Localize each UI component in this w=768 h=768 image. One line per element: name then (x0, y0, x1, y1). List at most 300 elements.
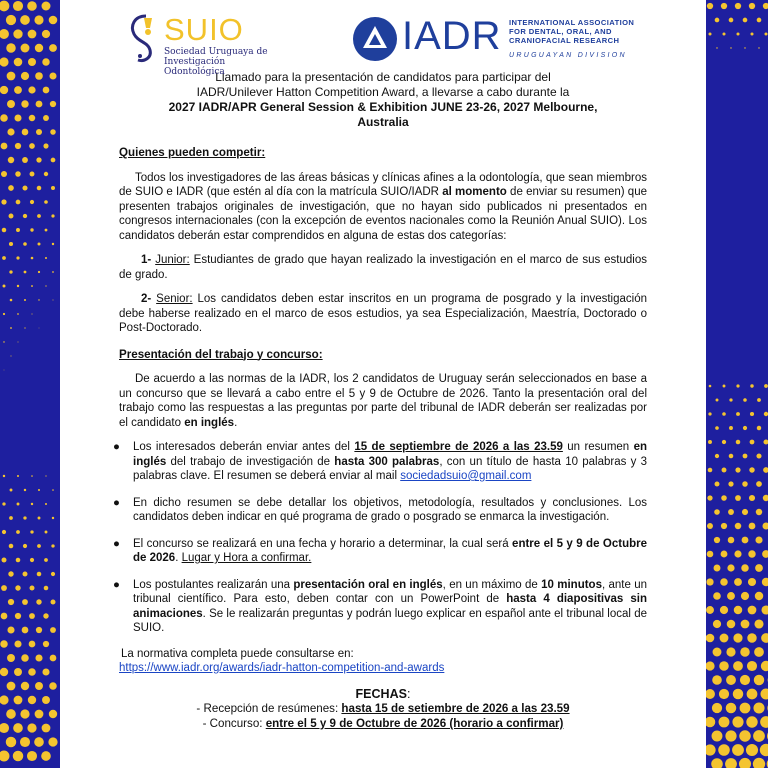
decorative-dot (3, 341, 4, 342)
decorative-dot (22, 627, 29, 634)
decorative-dot (736, 412, 740, 416)
decorative-dot (50, 101, 56, 107)
decorative-dot (20, 737, 30, 747)
decorative-dot (6, 43, 16, 53)
decorative-dot (712, 703, 722, 713)
presentation-heading: Presentación del trabajo y concurso: (119, 347, 323, 361)
decorative-dot (764, 412, 768, 416)
decorative-dot (6, 709, 16, 719)
list-item (113, 496, 647, 525)
decorative-dot (9, 516, 13, 520)
decorative-dot (31, 503, 33, 505)
decorative-dot (743, 398, 747, 402)
decorative-dot (9, 544, 14, 549)
bullet-icon: ● (113, 441, 120, 453)
decorative-dot (728, 481, 733, 486)
decorative-dot (22, 129, 29, 136)
decorative-dot (34, 737, 44, 747)
decorative-dot (753, 758, 765, 768)
decorative-dot (31, 257, 34, 260)
decorative-dot (721, 523, 727, 529)
decorative-dot (23, 516, 26, 519)
decorative-dot (750, 32, 753, 35)
decorative-dot (20, 709, 29, 718)
decorative-dot (35, 654, 42, 661)
iadr-division: URUGUAYAN DIVISION (509, 52, 627, 59)
iadr-org-line: FOR DENTAL, ORAL, AND (509, 27, 612, 36)
decorative-dot (23, 242, 27, 246)
text-run: Los interesados deberán enviar antes del (133, 441, 355, 453)
text-run: 10 minutos (541, 578, 602, 591)
decorative-dot (8, 599, 14, 605)
category-number: 1- (141, 254, 152, 266)
decorative-dot (0, 114, 8, 122)
decorative-dot (735, 523, 742, 530)
decorative-dot (30, 228, 33, 231)
decorative-dot (763, 3, 768, 9)
decorative-dot (14, 86, 22, 94)
decorative-dot (35, 72, 43, 80)
decorative-dot (726, 703, 737, 714)
decorative-dot (718, 744, 730, 756)
decorative-dot (17, 475, 19, 477)
decorative-dot (754, 647, 764, 657)
decorative-dot (736, 440, 741, 445)
decorative-dot (49, 44, 57, 52)
decorative-dot (49, 710, 57, 718)
decorative-dot (31, 285, 33, 287)
decorative-dot (756, 481, 762, 487)
decorative-dot (2, 228, 7, 233)
date-label: - Concurso: (202, 717, 266, 730)
decorative-dot (9, 270, 12, 273)
decorative-dot (733, 689, 743, 699)
text-run: , en un máximo de (442, 578, 542, 591)
decorative-dot (38, 299, 39, 300)
decorative-dot (0, 86, 8, 94)
decorative-dot (757, 398, 761, 402)
decorative-dot (2, 530, 6, 534)
decorative-dot (719, 689, 729, 699)
decorative-dot (1, 585, 7, 591)
decorative-dot (4, 370, 5, 371)
decorative-dot (24, 271, 27, 274)
decorative-dot (1, 171, 7, 177)
decorative-dot (15, 613, 21, 619)
decorative-dot (757, 426, 761, 430)
decorative-dot (714, 565, 721, 572)
text-run: En dicho resumen se debe detallar los objetivos, metodología, resultados y conclusiones. Los candidatos deben indicar en qué programa de grado o posgrado se enmarca la investigación. (133, 496, 647, 523)
decorative-dot (45, 257, 47, 259)
decorative-dot (38, 517, 41, 520)
text-run: del trabajo de investigación de (166, 455, 335, 468)
decorative-dot (729, 398, 732, 401)
decorative-dot (53, 300, 54, 301)
bullet-icon: ● (113, 578, 120, 591)
decorative-dot (0, 640, 8, 648)
text-run: en inglés (133, 441, 648, 468)
decorative-dot (706, 689, 715, 699)
category-label: Junior: (155, 254, 190, 266)
decorative-dot (741, 564, 749, 572)
decorative-dot (727, 620, 736, 629)
decorative-dot (758, 47, 759, 48)
decorative-dot (52, 517, 54, 519)
text-run: . (175, 552, 182, 564)
decorative-dot (37, 572, 42, 577)
decorative-dot (743, 18, 748, 23)
decorative-dot (721, 495, 727, 501)
decorative-dot (21, 682, 29, 690)
decorative-dot (21, 72, 29, 80)
decorative-dot (741, 592, 749, 600)
decorative-dot (29, 613, 35, 619)
decorative-dot (29, 641, 36, 648)
decorative-dot (747, 633, 756, 642)
decorative-dot (740, 703, 751, 714)
decorative-dot (734, 606, 743, 615)
decorative-dot (31, 313, 32, 314)
decorative-dot (735, 467, 740, 472)
decorative-dot (725, 730, 736, 741)
decorative-dot (13, 751, 24, 762)
suio-subtitle (164, 47, 274, 77)
iadr-logo (352, 16, 642, 66)
text-run: . Se le realizarán preguntas y podrán luego explicar en español ante el tribunal local de SUIO. (133, 607, 647, 634)
decorative-dot (739, 730, 750, 741)
decorative-dot (49, 16, 58, 25)
decorative-dot (10, 489, 13, 492)
decorative-dot (749, 495, 755, 501)
decorative-dot (715, 426, 719, 430)
decorative-dot (38, 271, 40, 273)
decorative-dot (708, 440, 712, 444)
decorative-dot (750, 440, 755, 445)
decorative-dot (763, 439, 768, 444)
decorative-dot (36, 157, 41, 162)
presentation-paragraph (119, 372, 647, 430)
decorative-dot (722, 468, 727, 473)
decorative-dot (0, 751, 9, 762)
decorative-dot (713, 592, 721, 600)
decorative-dot (45, 229, 48, 232)
text-run: hasta 300 palabras (334, 455, 440, 468)
decorative-dot (51, 214, 54, 217)
decorative-dot (29, 115, 35, 121)
decorative-dot (44, 586, 49, 591)
decorative-dot (706, 661, 715, 670)
decorative-dot (708, 32, 711, 35)
decorative-dot (8, 185, 14, 191)
decorative-dot (14, 640, 21, 647)
decorative-dot (7, 72, 16, 81)
decorative-dot (707, 523, 713, 529)
decorative-dot (707, 495, 712, 500)
decorative-dot (7, 100, 15, 108)
decorative-dot (753, 730, 765, 742)
decorative-dot (712, 675, 722, 685)
decorative-dot (714, 509, 720, 515)
date-label: - Recepción de resúmenes: (196, 702, 342, 715)
decorative-dot (51, 600, 56, 605)
decorative-dot (52, 271, 54, 273)
decorative-dot (720, 606, 728, 614)
decorative-dot (17, 503, 20, 506)
text-run: Los candidatos deben estar inscritos en un programa de posgrado y la investigación debe haberse realizado en el marco de esos estudios, ya sea Especialización, Maestría, Doctorado o Post-Doctorado. (119, 293, 648, 334)
decorative-dot (750, 412, 754, 416)
fechas-heading (119, 687, 647, 702)
top-dot-pattern (706, 0, 768, 60)
decorative-dot (727, 592, 735, 600)
normativa-link[interactable]: https://www.iadr.org/awards/iadr-hatton-competition-and-awards (119, 662, 445, 674)
decorative-dot (755, 536, 762, 543)
decorative-dot (748, 550, 755, 557)
decorative-dot (708, 412, 711, 415)
decorative-dot (730, 47, 731, 48)
decorative-dot (29, 143, 35, 149)
decorative-dot (706, 634, 714, 643)
decorative-dot (27, 723, 36, 732)
decorative-dot (742, 537, 749, 544)
decorative-dot (732, 744, 744, 756)
decorative-dot (50, 627, 56, 633)
decorative-dot (2, 558, 7, 563)
decorative-dot (729, 18, 734, 23)
decorative-dot (28, 668, 36, 676)
decorative-dot (729, 426, 733, 430)
text-run: presentación oral en inglés (293, 578, 443, 591)
decorative-dot (45, 475, 46, 476)
decorative-dot (720, 578, 728, 586)
decorative-dot (721, 551, 728, 558)
decorative-dot (44, 200, 48, 204)
decorative-dot (706, 606, 714, 614)
decorative-dot (51, 158, 56, 163)
decorative-dot (744, 47, 745, 48)
decorative-dot (719, 717, 730, 728)
decorative-dot (761, 633, 768, 643)
decorative-dot (43, 87, 50, 94)
intro-line: IADR/Unilever Hatton Competition Award, a llevarse a cabo durante la (196, 85, 570, 99)
decorative-dot (711, 758, 723, 768)
decorative-dot (755, 564, 763, 572)
decorative-dot (42, 58, 49, 65)
decorative-dot (712, 731, 723, 742)
decorative-dot (24, 489, 26, 491)
decorative-dot (714, 537, 720, 543)
decorative-dot (707, 551, 714, 558)
decorative-dot (706, 578, 713, 585)
decorative-dot (721, 3, 727, 9)
text-run: entre el 5 y 9 de Octubre de 2026 (133, 537, 647, 564)
decorative-dot (51, 572, 55, 576)
decorative-dot (747, 661, 757, 671)
decorative-dot (743, 454, 748, 459)
decorative-dot (52, 489, 54, 491)
decorative-dot (21, 100, 28, 107)
left-decorative-band (0, 0, 60, 768)
suio-mark-icon (126, 10, 166, 64)
decorative-dot (736, 32, 739, 35)
decorative-dot (715, 454, 719, 458)
decorative-dot (715, 18, 720, 23)
decorative-dot (757, 18, 762, 23)
decorative-dot (37, 214, 41, 218)
decorative-dot (764, 384, 768, 388)
decorative-dot (48, 737, 57, 746)
decorative-dot (16, 256, 19, 259)
decorative-dot (0, 1, 9, 12)
email-link[interactable]: sociedadsuio@gmail.com (400, 470, 532, 482)
decorative-dot (733, 633, 742, 642)
event-title: 2027 IADR/APR General Session & Exhibition JUNE 23-26, 2027 Melbourne, (168, 100, 598, 114)
decorative-dot (748, 578, 756, 586)
text-run: , con un título de hasta 10 palabras y 3 palabras clave. El resumen se deberá enviar al mail (133, 455, 647, 482)
decorative-dot (749, 467, 754, 472)
decorative-dot (7, 128, 14, 135)
text-run: Estudiantes de grado que hayan realizado la investigación en el marco de sus estudios de grado. (119, 254, 647, 281)
suio-subtitle-line: Investigación Odontológica (164, 57, 226, 77)
decorative-dot (24, 299, 26, 301)
intro-line: Llamado para la presentación de candidatos para participar del (215, 70, 551, 84)
category-junior (119, 253, 647, 282)
bullet-icon: ● (113, 496, 120, 509)
list-item (113, 440, 648, 484)
right-decorative-band (706, 0, 768, 768)
eligibility-heading: Quienes pueden competir: (119, 146, 266, 159)
decorative-dot (16, 558, 21, 563)
category-label: Senior: (156, 293, 193, 305)
decorative-dot (23, 544, 27, 548)
decorative-dot (38, 243, 41, 246)
decorative-dot (3, 313, 5, 315)
decorative-dot (10, 355, 11, 356)
decorative-dot (22, 599, 28, 605)
text-run: . (234, 416, 238, 429)
decorative-dot (52, 243, 54, 245)
text-run: De acuerdo a las normas de la IADR, los 2 candidatos de Uruguay serán seleccionados en base a un concurso que se llevará a cabo entre el 5 y 9 de Octubre de 2026. Tanto la presentación oral del trabajo como las respuestas a las preguntas por parte del tribunal de IADR deberán ser realizadas por el candidato (119, 373, 647, 429)
decorative-dot (725, 758, 737, 768)
deadline: 15 de septiembre de 2026 a las 23.59 (354, 441, 563, 453)
decorative-dot (722, 412, 726, 416)
category-senior (119, 292, 647, 336)
decorative-dot (760, 688, 768, 699)
iadr-wordmark: IADR (402, 14, 502, 58)
text-run: Todos los investigadores de las áreas básicas y clínicas afines a la odontología, que sean miembros de SUIO e IADR (que estén al día con la matrícula SUIO/IADR (119, 171, 647, 198)
decorative-dot (726, 675, 736, 685)
decorative-dot (732, 716, 743, 727)
decorative-dot (43, 613, 48, 618)
decorative-dot (763, 495, 768, 501)
decorative-dot (0, 723, 9, 733)
decorative-dot (49, 72, 56, 79)
decorative-dot (14, 668, 22, 676)
suio-wordmark: SUIO (164, 12, 244, 47)
decorative-dot (7, 626, 14, 633)
decorative-dot (45, 531, 48, 534)
decorative-dot (21, 654, 29, 662)
decorative-dot (36, 599, 41, 604)
decorative-dot (722, 32, 725, 35)
decorative-dot (36, 101, 43, 108)
decorative-dot (9, 242, 13, 246)
text-run: , ante un tribunal científico. Para esto, deben contar con un PowerPoint de (133, 578, 648, 605)
decorative-dot (2, 502, 5, 505)
decorative-dot (14, 114, 21, 121)
decorative-dot (10, 327, 12, 329)
text-run: un resumen (562, 441, 634, 453)
decorative-dot (762, 550, 768, 558)
announcement-intro (100, 70, 666, 130)
decorative-dot (749, 523, 756, 530)
decorative-dot (753, 702, 764, 713)
decorative-dot (762, 578, 768, 586)
decorative-dot (1, 613, 8, 620)
decorative-dot (42, 30, 50, 38)
decorative-dot (7, 682, 16, 691)
text-run: hasta 4 diapositivas sin animaciones (133, 593, 648, 620)
text-run: al momento (442, 186, 507, 198)
decorative-dot (708, 468, 713, 473)
decorative-dot (6, 737, 17, 748)
decorative-dot (756, 453, 761, 458)
decorative-dot (18, 342, 19, 343)
decorative-dot (23, 214, 27, 218)
text-run: en inglés (184, 416, 235, 429)
decorative-dot (1, 199, 6, 204)
decorative-dot (23, 572, 28, 577)
decorative-dot (15, 143, 21, 149)
decorative-dot (716, 47, 717, 48)
text-run: Lugar y Hora a confirmar. (181, 552, 312, 564)
decorative-dot (746, 716, 757, 727)
decorative-dot (760, 744, 768, 756)
decorative-dot (27, 1, 37, 11)
decorative-dot (13, 723, 23, 733)
decorative-dot (41, 751, 51, 761)
decorative-dot (740, 647, 749, 656)
decorative-dot (20, 15, 30, 25)
document-body (60, 146, 706, 731)
decorative-dot (15, 585, 20, 590)
date-value: hasta 15 de setiembre de 2026 a las 23.59 (341, 702, 570, 715)
decorative-dot (722, 440, 726, 444)
fechas-row (119, 716, 647, 731)
decorative-dot (741, 620, 750, 629)
decorative-dot (28, 30, 37, 39)
list-item (113, 578, 648, 636)
decorative-dot (707, 3, 713, 9)
decorative-dot (16, 530, 20, 534)
text-run: El concurso se realizará en una fecha y horario a determinar, la cual será (133, 537, 513, 550)
decorative-dot (756, 509, 762, 515)
decorative-dot (35, 682, 43, 690)
event-location: Australia (357, 115, 409, 129)
decorative-dot (0, 57, 9, 66)
iadr-org-name (509, 18, 649, 45)
decorative-dot (747, 689, 758, 700)
decorative-dot (35, 44, 43, 52)
decorative-dot (39, 328, 40, 329)
document-page (60, 0, 706, 768)
decorative-dot (742, 509, 748, 515)
decorative-dot (17, 285, 19, 287)
bottom-dot-pattern (0, 470, 60, 768)
decorative-dot (44, 172, 48, 176)
decorative-dot (716, 399, 719, 402)
decorative-dot (733, 661, 743, 671)
fechas-row (119, 701, 647, 716)
